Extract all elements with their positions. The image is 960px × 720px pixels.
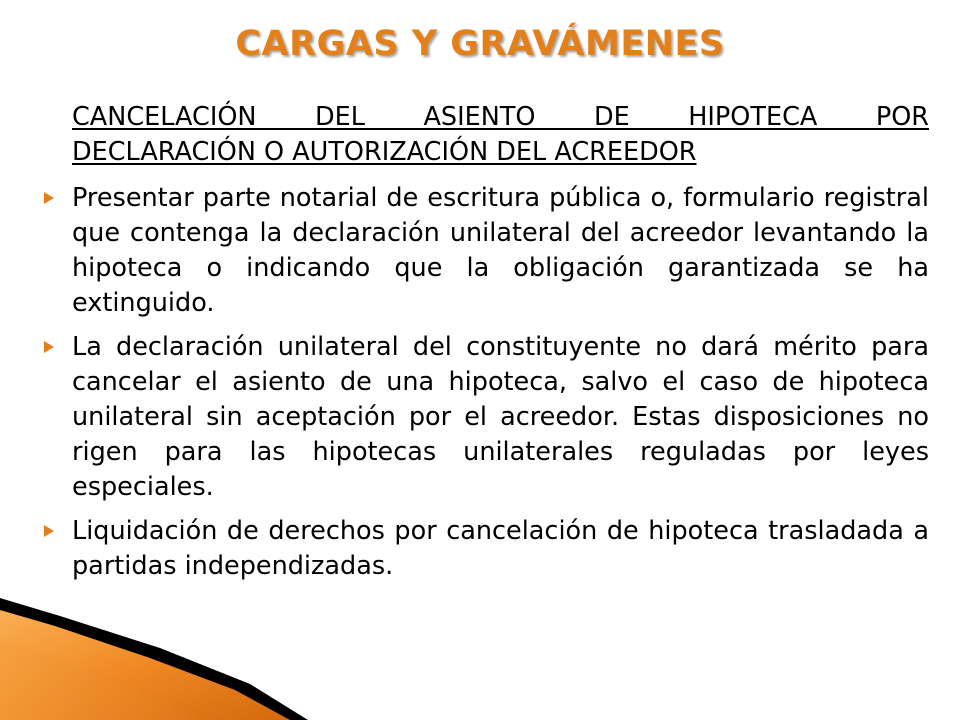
bullet-item	[72, 514, 929, 584]
subheading-line-2: DECLARACIÓN O AUTORIZACIÓN DEL ACREEDOR	[72, 137, 697, 167]
triangle-right-icon	[44, 192, 54, 204]
slide-content	[72, 100, 929, 593]
bullet-list	[72, 181, 929, 584]
bullet-text: Liquidación de derechos por cancelación de hipoteca trasladada a partidas independizadas.	[72, 516, 929, 581]
triangle-right-icon	[44, 525, 54, 537]
triangle-right-icon	[44, 341, 54, 353]
subheading-line-1: CANCELACIÓN DEL ASIENTO DE HIPOTECA POR	[72, 102, 929, 132]
bullet-item	[72, 330, 929, 505]
bullet-text: La declaración unilateral del constituyente no dará mérito para cancelar el asiento de una hipoteca, salvo el caso de hipoteca unilateral sin aceptación por el acreedor. Estas disposiciones no rigen para las hipotecas unilaterales reguladas por leyes especiales.	[72, 332, 929, 502]
bullet-text: Presentar parte notarial de escritura pública o, formulario registral que contenga la declaración unilateral del acreedor levantando la hipoteca o indicando que la obligación garantizada se ha extinguido.	[72, 183, 929, 318]
bullet-item	[72, 181, 929, 321]
subheading	[72, 100, 929, 170]
slide-title: CARGAS Y GRAVÁMENES	[235, 24, 725, 64]
